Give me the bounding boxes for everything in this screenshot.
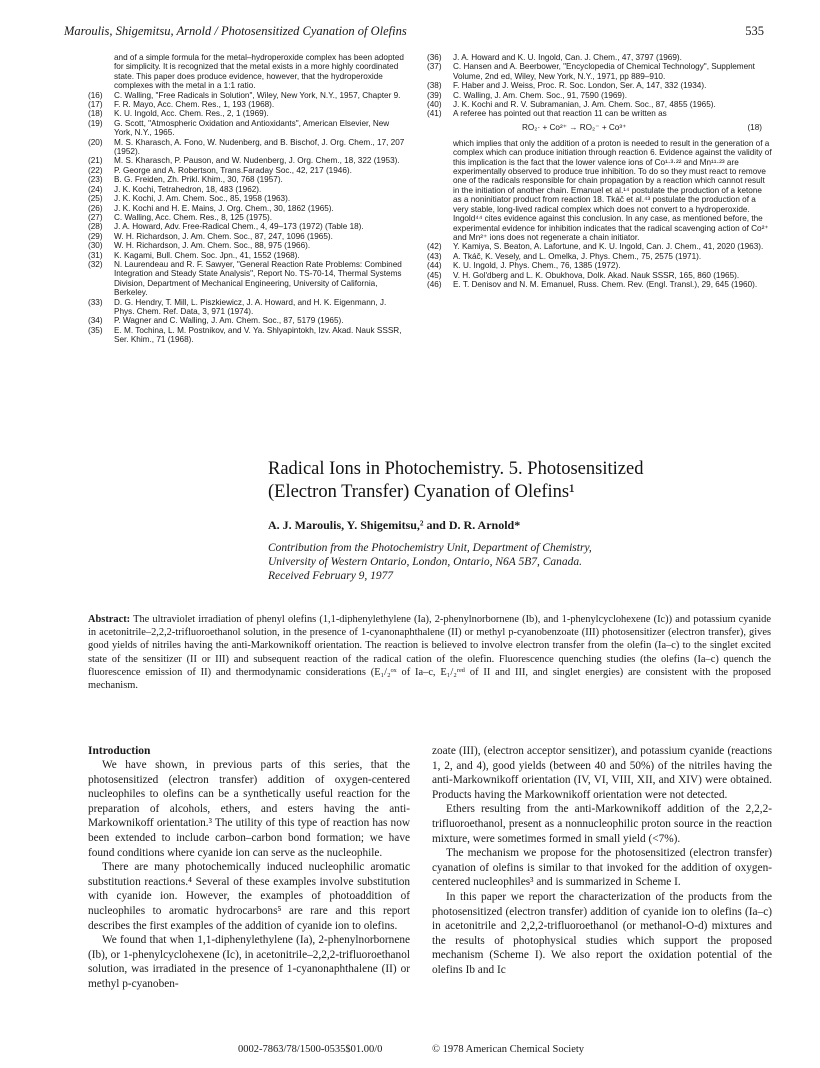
reference-text: E. M. Tochina, L. M. Postnikov, and V. Ya. Shlyapintokh, Izv. Akad. Nauk SSSR, Ser. Khim., 71 (1968). xyxy=(114,325,402,345)
reference-number: (45) xyxy=(427,270,442,280)
reference-text: V. H. Gol'dberg and L. K. Obukhova, Dolk. Akad. Nauk SSSR, 165, 860 (1965). xyxy=(453,270,740,280)
reference-text: C. Walling, "Free Radicals in Solution", Wiley, New York, N.Y., 1957, Chapter 9. xyxy=(114,90,401,100)
reference-item xyxy=(88,260,408,298)
references-group-b xyxy=(427,242,772,289)
footer-copyright: © 1978 American Chemical Society xyxy=(432,1044,585,1055)
reference-number: (27) xyxy=(88,212,103,222)
abstract xyxy=(88,613,771,692)
body-right-column xyxy=(432,744,772,978)
reference-item xyxy=(88,109,408,118)
reference-number: (43) xyxy=(427,251,442,261)
reference-number: (16) xyxy=(88,90,103,100)
reference-text: J. A. Howard and K. U. Ingold, Can. J. Chem., 47, 3797 (1969). xyxy=(453,53,682,62)
reference-text: W. H. Richardson, J. Am. Chem. Soc., 87, 247, 1096 (1965). xyxy=(114,231,333,241)
equation-number: (18) xyxy=(747,122,762,132)
reference-item xyxy=(88,232,408,241)
reference-item xyxy=(88,204,408,213)
reference-text: A. Tkáč, K. Vesely, and L. Omelka, J. Phys. Chem., 75, 2575 (1971). xyxy=(453,251,702,261)
reference-number: (22) xyxy=(88,165,103,175)
title-line-1: Radical Ions in Photochemistry. 5. Photosensitized xyxy=(268,459,644,479)
reference-item xyxy=(88,119,408,138)
reference-number: (20) xyxy=(88,137,103,147)
section-heading-introduction: Introduction xyxy=(88,745,151,757)
reference-text: E. T. Denisov and N. M. Emanuel, Russ. Chem. Rev. (Engl. Transl.), 29, 645 (1960). xyxy=(453,279,758,289)
authors: A. J. Maroulis, Y. Shigemitsu,² and D. R. Arnold* xyxy=(268,518,521,532)
affiliation-line-1: Contribution from the Photochemistry Unit, Department of Chemistry, xyxy=(268,542,592,554)
reference-text: M. S. Kharasch, P. Pauson, and W. Nudenberg, J. Org. Chem., 18, 322 (1953). xyxy=(114,156,400,166)
reference-text: J. K. Kochi and H. E. Mains, J. Org. Chem., 30, 1862 (1965). xyxy=(114,203,334,213)
reference-item xyxy=(88,241,408,250)
reference-number: (18) xyxy=(88,109,103,119)
reference-41-continuation: which implies that only the addition of a proton is needed to result in the generation of a complex which can produce initiation through reaction 6. Evidence against the validity of this implication is the fact that the lower valence ions of Co¹·³·²² and Mn¹¹·²³ are experimentally observed to produce true inhibition. To do so they must react to remove one of the radicals responsible for chain propagation by a reaction which cannot result in the initiation of another chain. Emanuel et al.¹⁴ postulate the production of a ketone as a noninitiator product from reaction 18. Tkáč et al.⁴³ postulate the production of a very stable, long-lived radical complex which does not convert to a hydroperoxide. Ingold⁴⁴ cites evidence against this conclusion. In any case, as mentioned before, the experimental evidence for inhibition indicates that the radical scavenging action of Co²⁺ and Mn²⁺ ions does not regenerate a chain initiator. xyxy=(453,138,772,242)
reference-number: (30) xyxy=(88,241,103,251)
reference-item xyxy=(88,326,408,345)
reference-item xyxy=(88,91,408,100)
reference-text: J. K. Kochi and R. V. Subramanian, J. Am. Chem. Soc., 87, 4855 (1965). xyxy=(453,100,716,110)
reference-item xyxy=(427,81,772,90)
reference-number: (29) xyxy=(88,231,103,241)
body-left-column xyxy=(88,744,410,992)
reference-text: K. U. Ingold, J. Phys. Chem., 76, 1385 (1972). xyxy=(453,261,621,271)
reference-text: M. S. Kharasch, A. Fono, W. Nudenberg, and B. Bischof, J. Org. Chem., 17, 207 (1952). xyxy=(114,137,405,157)
reference-text: C. Walling, Acc. Chem. Res., 8, 125 (1975). xyxy=(114,212,273,222)
reference-item xyxy=(88,53,408,91)
reference-text: and of a simple formula for the metal–hydroperoxide complex has been adopted for simplicity. It is recognized that the metal exists in a more highly coordinated state. This paper does produce evidence, however, that the hydroperoxide complexes with the metal in a 1:1 ratio. xyxy=(114,53,404,91)
reference-number: (40) xyxy=(427,100,442,110)
references-group-a xyxy=(427,53,772,119)
reference-item xyxy=(88,156,408,165)
page-number: 535 xyxy=(745,24,764,38)
reference-item xyxy=(427,242,772,251)
reference-text: D. G. Hendry, T. Mill, L. Piszkiewicz, J. A. Howard, and H. K. Eigenmann, J. Phys. Chem. Ref. Data, 3, 971 (1974). xyxy=(114,297,387,316)
reference-text: Y. Kamiya, S. Beaton, A. Lafortune, and K. U. Ingold, Can. J. Chem., 41, 2020 (1963). xyxy=(453,242,764,252)
affiliation-line-2: University of Western Ontario, London, Ontario, N6A 5B7, Canada. xyxy=(268,556,583,568)
reference-number: (32) xyxy=(88,259,103,269)
reference-text: J. K. Kochi, J. Am. Chem. Soc., 85, 1958 (1963). xyxy=(114,194,291,204)
reference-number: (31) xyxy=(88,250,103,260)
reference-number: (36) xyxy=(427,53,442,62)
reference-number: (46) xyxy=(427,279,442,289)
footer-code: 0002-7863/78/1500-0535$01.00/0 xyxy=(238,1044,383,1055)
reference-number: (41) xyxy=(427,109,442,119)
references-right-column xyxy=(427,53,772,289)
reference-number: (34) xyxy=(88,316,103,326)
reference-item xyxy=(427,62,772,81)
reference-number: (23) xyxy=(88,175,103,185)
reference-text: K. Kagami, Bull. Chem. Soc. Jpn., 41, 1552 (1968). xyxy=(114,250,300,260)
reference-text: B. G. Freiden, Zh. Prikl. Khim., 30, 768 (1957). xyxy=(114,175,283,185)
reference-item xyxy=(427,261,772,270)
reference-number: (26) xyxy=(88,203,103,213)
reference-text: K. U. Ingold, Acc. Chem. Res., 2, 1 (1969). xyxy=(114,109,269,119)
reference-number: (35) xyxy=(88,325,103,335)
body-paragraph: We found that when 1,1-diphenylethylene (Ia), 2-phenylnorbornene (Ib), or 1-phenylcyclohexene (Ic), in acetonitrile–2,2,2-trifluoroethanol solution, was irradiated in the presence of 1-cyanonaphthalene (II) or methyl p-cyanoben- xyxy=(88,934,410,990)
reference-item xyxy=(88,175,408,184)
reference-number: (19) xyxy=(88,118,103,128)
reference-text: C. Hansen and A. Beerbower, "Encyclopedia of Chemical Technology", Supplement Volume, 2nd ed, Wiley, New York, N.Y., 1971, pp 889–910. xyxy=(453,62,755,81)
reference-number: (21) xyxy=(88,156,103,166)
abstract-label: Abstract: xyxy=(88,614,131,625)
reference-text: C. Walling, J. Am. Chem. Soc., 91, 7590 (1969). xyxy=(453,90,627,100)
reference-item xyxy=(88,222,408,231)
abstract-text: The ultraviolet irradiation of phenyl olefins (1,1-diphenylethylene (Ia), 2-phenylnorbornene (Ib), and 1-phenylcyclohexene (Ic)) and potassium cyanide in acetonitrile–2,2,2-trifluoroethanol solution, in the presence of 1-cyanonaphthalene (II) or methyl p-cyanobenzoate (III) photosensitizer (electron transfer), gives good yields of nitriles having the anti-Markownikoff orientation. The reaction is believed to involve electron transfer from the olefin (Ia–c) to the singlet excited state of the sensitizer (II or III) and subsequent reaction of the radical cation of the olefin. Fluorescence quenching studies (the olefins (Ia–c) quench the fluorescence emission of II) and thermodynamic considerations (E₁/₂ᵒˣ of Ia–c, E₁/₂ʳᵉᵈ of II and III, and singlet energies) are consistent with the proposed mechanism. xyxy=(88,614,771,692)
reference-item xyxy=(427,252,772,261)
running-header xyxy=(64,24,764,40)
reference-item xyxy=(427,271,772,280)
reference-number: (42) xyxy=(427,242,442,252)
reference-text: P. Wagner and C. Walling, J. Am. Chem. Soc., 87, 5179 (1965). xyxy=(114,316,344,326)
reference-item xyxy=(427,100,772,109)
equation-18 xyxy=(427,122,772,136)
reference-item xyxy=(88,100,408,109)
body-paragraph: We have shown, in previous parts of this series, that the photosensitized (electron transfer) addition of oxygen-centered nucleophiles to olefins can be a synthetically useful reaction for the preparation of alcohols, ethers, and esters having the anti-Markownikoff orientation.³ The utility of this type of reaction has now been extended to include carbon–carbon bond formation; we have found conditions where cyanide ion can serve as the nucleophile. xyxy=(88,759,410,859)
reference-number: (33) xyxy=(88,297,103,307)
reference-text: F. Haber and J. Weiss, Proc. R. Soc. London, Ser. A, 147, 332 (1934). xyxy=(453,81,707,91)
reference-item xyxy=(427,91,772,100)
reference-number: (24) xyxy=(88,184,103,194)
affiliation xyxy=(268,541,768,583)
body-paragraph: zoate (III), (electron acceptor sensitizer), and potassium cyanide (reactions 1, 2, and 4), good yields (between 40 and 50%) of the nitriles having the anti-Markownikoff orientation (IV, VI, VIII, XII, and XIV) were obtained. Products having the Markownikoff orientation were not detected. xyxy=(432,745,772,801)
references-left-column xyxy=(88,53,408,345)
reference-number: (25) xyxy=(88,194,103,204)
reference-text: W. H. Richardson, J. Am. Chem. Soc., 88, 975 (1966). xyxy=(114,241,311,251)
reference-item xyxy=(88,298,408,317)
reference-text: G. Scott, "Atmospheric Oxidation and Antioxidants", American Elsevier, New York, N.Y., 1965. xyxy=(114,118,390,138)
received-date: Received February 9, 1977 xyxy=(268,570,394,582)
body-paragraph: There are many photochemically induced nucleophilic aromatic substitution reactions.⁴ Several of these examples involve substitution with cyanide ion. However, the examples of photoaddition of nucleophiles to aromatic hydrocarbons⁵ are rare and this report describes the first examples of the addition of cyanide ion to olefins. xyxy=(88,861,410,932)
reference-item xyxy=(427,53,772,62)
reference-item xyxy=(88,194,408,203)
article-title xyxy=(268,458,768,504)
reference-number: (17) xyxy=(88,100,103,110)
running-title: Maroulis, Shigemitsu, Arnold / Photosensitized Cyanation of Olefins xyxy=(64,24,407,38)
reference-number: (38) xyxy=(427,81,442,91)
equation-text: RO₂· + Co²⁺ → RO₂⁻ + Co³⁺ xyxy=(522,122,627,132)
reference-text: P. George and A. Robertson, Trans.Faraday Soc., 42, 217 (1946). xyxy=(114,165,352,175)
reference-number: (44) xyxy=(427,261,442,271)
reference-number: (39) xyxy=(427,90,442,100)
reference-item xyxy=(88,166,408,175)
reference-item xyxy=(427,280,772,289)
reference-item xyxy=(88,138,408,157)
reference-text: J. A. Howard, Adv. Free-Radical Chem., 4, 49–173 (1972) (Table 18). xyxy=(114,222,364,232)
reference-text: F. R. Mayo, Acc. Chem. Res., 1, 193 (1968). xyxy=(114,100,275,110)
reference-text: A referee has pointed out that reaction 11 can be written as xyxy=(453,109,667,119)
reference-item xyxy=(88,213,408,222)
reference-item xyxy=(88,251,408,260)
body-paragraph: In this paper we report the characterization of the products from the photosensitized (electron transfer) addition of cyanide ion to olefins (Ia–c) in acetonitrile and 2,2,2-trifluoroethanol (or methanol-O-d) mixtures and the results of photophysical studies which support the proposed mechanism (Scheme I). We also report the oxidation potential of the olefins Ib and Ic xyxy=(432,890,772,976)
body-paragraph: The mechanism we propose for the photosensitized (electron transfer) cyanation of olefins is similar to that invoked for the addition of oxygen-centered nucleophiles³ and is summarized in Scheme I. xyxy=(432,847,772,889)
reference-text: N. Laurendeau and R. F. Sawyer, "General Reaction Rate Problems: Combined Integration and Steady State Analysis", Report No. TS-70-14, Thermal Systems Division, Department of Mechanical Engineering, University of California, Berkeley. xyxy=(114,259,402,298)
reference-number: (37) xyxy=(427,62,442,72)
reference-number: (28) xyxy=(88,222,103,232)
reference-item xyxy=(88,316,408,325)
reference-text: J. K. Kochi, Tetrahedron, 18, 483 (1962). xyxy=(114,184,262,194)
reference-item xyxy=(88,185,408,194)
body-paragraph: Ethers resulting from the anti-Markownikoff addition of the 2,2,2-trifluoroethanol, present as a nonnucleophilic proton source in the reaction mixture, were sometimes formed in small yield (<7%). xyxy=(432,803,772,845)
reference-item xyxy=(427,109,772,118)
title-line-2: (Electron Transfer) Cyanation of Olefins¹ xyxy=(268,482,575,502)
